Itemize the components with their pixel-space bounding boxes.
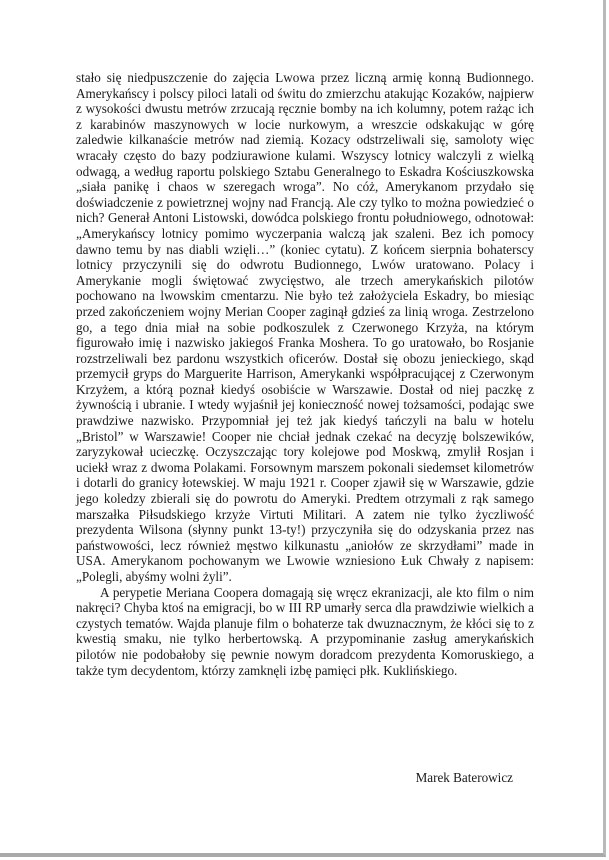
author-signature: Marek Baterowicz	[415, 770, 513, 785]
article-body	[76, 70, 534, 678]
paragraph-1: stało się niedpuszczenie do zajęcia Lwowa przez liczną armię konną Budionnego. Amerykańscy i polscy piloci latali od świtu do zmierzchu atakując Kozaków, najpierw z wysokości dwustu metrów zrzucają ręcznie bomby na ich kolumny, potem rażąc ich z karabinów maszynowych w locie nurkowym, a wreszcie odskakując w górę zaledwie kilkanaście metrów nad ziemią. Kozacy odstrzeliwali się, samoloty więc wracały często do bazy podziurawione kulami. Wszyscy lotnicy walczyli z wielką odwagą, a według raportu polskiego Sztabu Generalnego to Eskadra Kościuszkowska „siała panikę i chaos w szeregach wroga”. No cóż, Amerykanom przydało się doświadczenie z powietrznej wojny nad Francją. Ale czy tylko to można powiedzieć o nich? Generał Antoni Listowski, dowódca polskiego frontu południowego, odnotował: „Amerykańscy lotnicy pomimo wyczerpania walczą jak szaleni. Bez ich pomocy dawno temu by nas diabli wzięli…” (koniec cytatu). Z końcem sierpnia bohaterscy lotnicy przyczynili się do odwrotu Budionnego, Lwów uratowano. Polacy i Amerykanie mogli świętować zwycięstwo, ale trzech amerykańskich pilotów pochowano na lwowskim cmentarzu. Nie było też założyciela Eskadry, bo miesiąc przed zakończeniem wojny Merian Cooper zaginął gdzieś za linią wroga. Zestrzelono go, a tego dnia miał na sobie podkoszulek z Czerwonego Krzyża, na którym figurowało imię i nazwisko jakiegoś Franka Moshera. To go uratowało, bo Rosjanie rozstrzeliwali bez pardonu wszystkich oficerów. Dostał się obozu jenieckiego, skąd przemycił gryps do Marguerite Harrison, Amerykanki współpracującej z Czerwonym Krzyżem, a którą poznał kiedyś osobiście w Warszawie. Dostał od niej paczkę z żywnością i ubranie. I wtedy wyjaśnił jej konieczność nowej tożsamości, podając swe prawdziwe nazwisko. Przypomniał jej też jak kiedyś tańczyli na balu w hotelu „Bristol” w Warszawie! Cooper nie chciał jednak czekać na decyzję bolszewików, zaryzykował ucieczkę. Oczyszczając tory kolejowe pod Moskwą, zmylił Rosjan i uciekł wraz z dwoma Polakami. Forsownym marszem pokonali siedemset kilometrów i dotarli do granicy łotewskiej. W maju 1921 r. Cooper zjawił się w Warszawie, gdzie jego koledzy zbierali się do powrotu do Ameryki. Predtem otrzymali z rąk samego marszałka Piłsudskiego krzyże Virtuti Militari. A zatem nie tylko życzliwość prezydenta Wilsona (słynny punkt 13-ty!) przyczyniła się do odzyskania przez nas państwowości, lecz również męstwo kilkunastu „aniołów ze skrzydłami” made in USA. Amerykanom pochowanym we Lwowie wzniesiono Łuk Chwały z napisem: „Polegli, abyśmy wolni żyli”.	[76, 70, 534, 584]
paragraph-2: A perypetie Meriana Coopera domagają się wręcz ekranizacji, ale kto film o nim nakręci? Chyba ktoś na emigracji, bo w III RP umarły serca dla prawdziwie wielkich a czystych tematów. Wajda planuje film o bohaterze tak dwuznacznym, że kłóci się to z kwestią smaku, nie tylko herbertowską. A przypominanie zasług amerykańskich pilotów nie podobałoby się pewnie nowym doradcom prezydenta Komoruskiego, a także tym decydentom, którzy zamknęli izbę pamięci płk. Kuklińskiego.	[76, 584, 534, 678]
